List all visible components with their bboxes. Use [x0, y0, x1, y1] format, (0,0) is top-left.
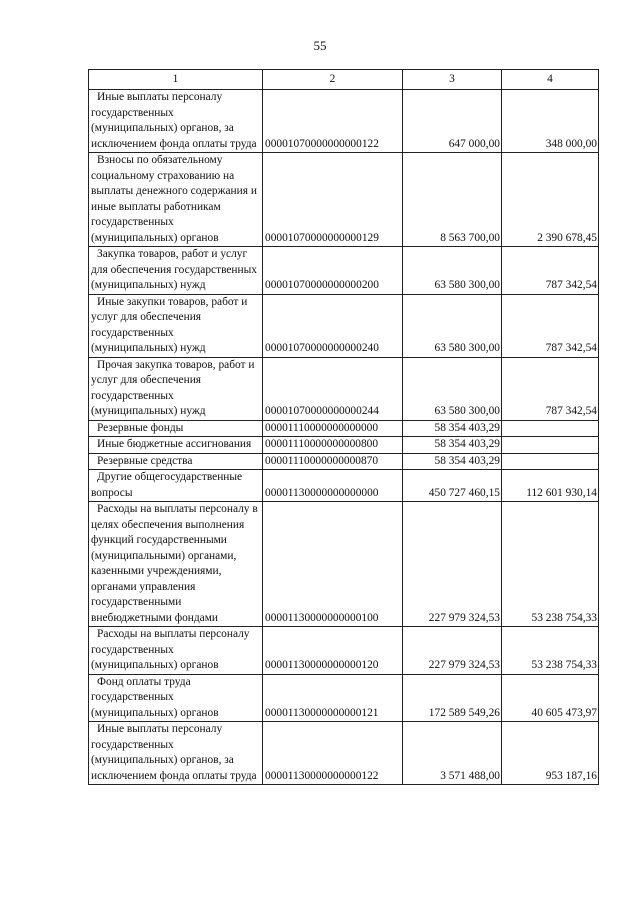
table-row: [89, 153, 599, 247]
row-name-cell: Иные закупки товаров, работ и услуг для обеспечения государственных (муниципальных) нужд: [89, 294, 263, 357]
row-name-cell: Другие общегосударственные вопросы: [89, 470, 263, 502]
row-value-col3: 63 580 300,00: [403, 247, 502, 295]
row-name-cell: Прочая закупка товаров, работ и услуг для обеспечения государственных (муниципальных) нужд: [89, 357, 263, 420]
row-code-cell: 00001130000000000121: [263, 674, 403, 722]
row-value-col4: 953 187,16: [502, 722, 599, 785]
row-value-col3: 58 354 403,29: [403, 453, 502, 470]
table-row: [89, 357, 599, 420]
row-code-cell: 00001130000000000122: [263, 722, 403, 785]
row-value-col3: 63 580 300,00: [403, 294, 502, 357]
row-value-col4: 787 342,54: [502, 294, 599, 357]
row-value-col4: 53 238 754,33: [502, 627, 599, 675]
table-row: [89, 247, 599, 295]
row-value-col3: 172 589 549,26: [403, 674, 502, 722]
row-value-col3: 450 727 460,15: [403, 470, 502, 502]
table-row: [89, 453, 599, 470]
row-value-col3: 3 571 488,00: [403, 722, 502, 785]
row-name-cell: Фонд оплаты труда государственных (муниципальных) органов: [89, 674, 263, 722]
table-row: [89, 437, 599, 454]
column-header: 2: [263, 70, 403, 90]
row-code-cell: 00001070000000000129: [263, 153, 403, 247]
row-value-col4: 787 342,54: [502, 247, 599, 295]
table-row: [89, 502, 599, 627]
row-value-col4: 787 342,54: [502, 357, 599, 420]
row-code-cell: 00001130000000000120: [263, 627, 403, 675]
table-row: [89, 420, 599, 437]
row-name-cell: Закупка товаров, работ и услуг для обеспечения государственных (муниципальных) нужд: [89, 247, 263, 295]
row-name-cell: Расходы на выплаты персоналу в целях обеспечения выполнения функций государственными (муниципальными) органами, казенными учреждениями, органами управления государственными внебюджетными фондами: [89, 502, 263, 627]
column-header: 3: [403, 70, 502, 90]
column-header: 4: [502, 70, 599, 90]
row-value-col4: 2 390 678,45: [502, 153, 599, 247]
table-row: [89, 722, 599, 785]
row-name-cell: Иные бюджетные ассигнования: [89, 437, 263, 454]
row-value-col4: [502, 437, 599, 454]
table-header-row: [89, 70, 599, 90]
row-code-cell: 00001110000000000000: [263, 420, 403, 437]
row-value-col4: [502, 420, 599, 437]
table-body: [89, 90, 599, 785]
row-name-cell: Резервные средства: [89, 453, 263, 470]
row-code-cell: 00001070000000000122: [263, 90, 403, 153]
row-code-cell: 00001130000000000100: [263, 502, 403, 627]
row-name-cell: Резервные фонды: [89, 420, 263, 437]
budget-table: [88, 69, 599, 785]
row-code-cell: 00001070000000000240: [263, 294, 403, 357]
page-number: 55: [313, 38, 327, 53]
table-row: [89, 627, 599, 675]
row-code-cell: 00001110000000000870: [263, 453, 403, 470]
row-name-cell: Иные выплаты персоналу государственных (муниципальных) органов, за исключением фонда оплаты труда: [89, 90, 263, 153]
column-header: 1: [89, 70, 263, 90]
table-row: [89, 470, 599, 502]
row-value-col3: 8 563 700,00: [403, 153, 502, 247]
row-value-col3: 647 000,00: [403, 90, 502, 153]
table-row: [89, 90, 599, 153]
table-row: [89, 674, 599, 722]
row-value-col4: 348 000,00: [502, 90, 599, 153]
table-row: [89, 294, 599, 357]
row-value-col4: 40 605 473,97: [502, 674, 599, 722]
row-name-cell: Иные выплаты персоналу государственных (муниципальных) органов, за исключением фонда оплаты труда: [89, 722, 263, 785]
row-value-col3: 58 354 403,29: [403, 420, 502, 437]
row-value-col4: 53 238 754,33: [502, 502, 599, 627]
row-value-col3: 58 354 403,29: [403, 437, 502, 454]
row-name-cell: Расходы на выплаты персоналу государственных (муниципальных) органов: [89, 627, 263, 675]
row-name-cell: Взносы по обязательному социальному страхованию на выплаты денежного содержания и иные выплаты работникам государственных (муниципальных) органов: [89, 153, 263, 247]
row-code-cell: 00001130000000000000: [263, 470, 403, 502]
row-code-cell: 00001110000000000800: [263, 437, 403, 454]
row-value-col4: [502, 453, 599, 470]
row-code-cell: 00001070000000000244: [263, 357, 403, 420]
row-value-col3: 63 580 300,00: [403, 357, 502, 420]
row-code-cell: 00001070000000000200: [263, 247, 403, 295]
row-value-col3: 227 979 324,53: [403, 627, 502, 675]
row-value-col4: 112 601 930,14: [502, 470, 599, 502]
row-value-col3: 227 979 324,53: [403, 502, 502, 627]
